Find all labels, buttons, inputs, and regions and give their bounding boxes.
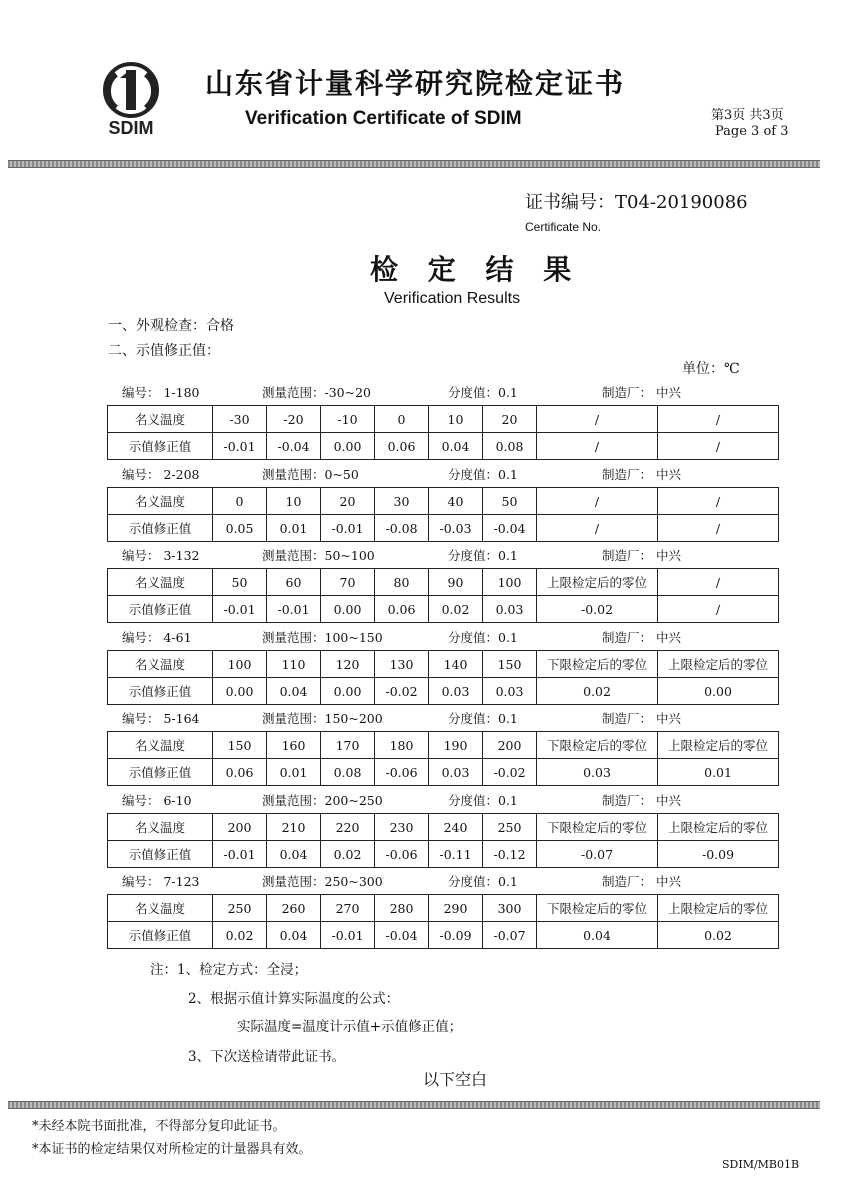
table-cell: 290 [429,895,483,922]
row-label: 示值修正值 [108,433,213,460]
table-cell: 10 [267,488,321,515]
table-cell: -0.11 [429,841,483,868]
group-number: 编号： 5-164 [122,711,200,726]
table-cell: 0.06 [375,433,429,460]
table-cell: 50 [483,488,537,515]
manufacturer: 制造厂： 中兴 [602,874,681,889]
table-cell: -0.01 [321,515,375,542]
table-cell: 110 [267,651,321,678]
table-cell: 20 [483,406,537,433]
table-cell: 120 [321,651,375,678]
table-cell: 0 [375,406,429,433]
zero-point-cell: / [658,488,779,515]
table-cell: 0.04 [429,433,483,460]
zero-point-cell: 0.00 [658,678,779,705]
row-label: 名义温度 [108,895,213,922]
table-cell: 20 [321,488,375,515]
correction-table [107,731,779,786]
zero-point-cell: -0.02 [537,596,658,623]
nominal-row [108,651,779,678]
zero-point-cell: -0.07 [537,841,658,868]
row-label: 示值修正值 [108,596,213,623]
table-cell: -10 [321,406,375,433]
table-cell: -0.04 [267,433,321,460]
blank-below-marker: 以下空白 [423,1070,488,1089]
zero-point-cell: 下限检定后的零位 [537,895,658,922]
nominal-row [108,406,779,433]
table-cell: 210 [267,814,321,841]
zero-point-cell: 上限检定后的零位 [537,569,658,596]
zero-point-cell: / [537,406,658,433]
correction-table [107,487,779,542]
row-label: 示值修正值 [108,515,213,542]
zero-point-cell: / [658,515,779,542]
division-value: 分度值：0.1 [448,385,518,400]
table-cell: -0.01 [213,433,267,460]
correction-row [108,678,779,705]
group-number: 编号： 4-61 [122,630,192,645]
table-cell: 170 [321,732,375,759]
correction-row [108,515,779,542]
table-cell: 180 [375,732,429,759]
manufacturer: 制造厂： 中兴 [602,630,681,645]
manufacturer: 制造厂： 中兴 [602,385,681,400]
correction-table [107,813,779,868]
table-cell: 300 [483,895,537,922]
note-next-verification: 3、下次送检请带此证书。 [188,1049,346,1065]
row-label: 示值修正值 [108,922,213,949]
table-cell: 250 [483,814,537,841]
note-formula: 实际温度=温度计示值+示值修正值； [237,1019,463,1035]
note-method: 注：1、检定方式：全浸； [150,962,308,978]
row-label: 示值修正值 [108,759,213,786]
page-indicator-cn: 第3页 共3页 [711,108,784,123]
nominal-row [108,569,779,596]
table-cell: 0.00 [321,596,375,623]
correction-table [107,650,779,705]
certificate-title-en: Verification Certificate of SDIM [245,108,522,129]
manufacturer: 制造厂： 中兴 [602,548,681,563]
nominal-row [108,814,779,841]
measure-range: 测量范围：150~200 [262,711,383,726]
unit-label: 单位：℃ [682,361,740,377]
table-cell: -20 [267,406,321,433]
zero-point-cell: 0.01 [658,759,779,786]
table-cell: 0.04 [267,922,321,949]
manufacturer: 制造厂： 中兴 [602,793,681,808]
division-value: 分度值：0.1 [448,467,518,482]
table-cell: 0.06 [213,759,267,786]
table-cell: 0.03 [483,678,537,705]
correction-row [108,759,779,786]
row-label: 名义温度 [108,814,213,841]
group-number: 编号： 7-123 [122,874,200,889]
certificate-number: 证书编号：T04-20190086 [525,192,748,213]
zero-point-cell: / [537,433,658,460]
table-cell: -0.08 [375,515,429,542]
table-cell: 260 [267,895,321,922]
table-cell: -0.02 [375,678,429,705]
header-divider [8,160,820,168]
zero-point-cell: / [658,596,779,623]
footer-validity-notice: *本证书的检定结果仅对所检定的计量器具有效。 [32,1142,312,1157]
table-cell: 0.03 [483,596,537,623]
manufacturer: 制造厂： 中兴 [602,467,681,482]
zero-point-cell: / [537,488,658,515]
table-cell: -0.06 [375,759,429,786]
group-info [122,791,802,809]
table-cell: -0.06 [375,841,429,868]
row-label: 名义温度 [108,569,213,596]
table-cell: -0.01 [321,922,375,949]
zero-point-cell: / [658,406,779,433]
table-cell: -30 [213,406,267,433]
measure-range: 测量范围：0~50 [262,467,359,482]
row-label: 示值修正值 [108,678,213,705]
table-cell: 90 [429,569,483,596]
footer-copy-notice: *未经本院书面批准，不得部分复印此证书。 [32,1119,286,1134]
zero-point-cell: 0.03 [537,759,658,786]
results-title-en: Verification Results [384,290,521,307]
group-number: 编号： 2-208 [122,467,200,482]
division-value: 分度值：0.1 [448,630,518,645]
table-cell: 200 [483,732,537,759]
table-cell: -0.03 [429,515,483,542]
correction-row [108,922,779,949]
correction-table [107,405,779,460]
correction-row [108,841,779,868]
table-cell: 0 [213,488,267,515]
table-cell: 0.08 [483,433,537,460]
table-cell: 50 [213,569,267,596]
division-value: 分度值：0.1 [448,874,518,889]
table-cell: -0.12 [483,841,537,868]
table-cell: 270 [321,895,375,922]
table-cell: -0.04 [375,922,429,949]
measure-range: 测量范围：200~250 [262,793,383,808]
page-indicator-en: Page 3 of 3 [715,124,789,139]
zero-point-cell: 下限检定后的零位 [537,814,658,841]
table-cell: -0.01 [213,841,267,868]
division-value: 分度值：0.1 [448,711,518,726]
table-cell: 160 [267,732,321,759]
correction-table [107,568,779,623]
note-formula-title: 2、根据示值计算实际温度的公式： [188,991,400,1007]
group-number: 编号： 6-10 [122,793,192,808]
table-cell: 230 [375,814,429,841]
table-cell: 0.00 [321,678,375,705]
table-cell: 0.02 [213,922,267,949]
table-cell: 70 [321,569,375,596]
table-cell: -0.01 [267,596,321,623]
group-info [122,709,802,727]
zero-point-cell: 上限检定后的零位 [658,814,779,841]
table-cell: 150 [483,651,537,678]
correction-row [108,433,779,460]
table-cell: 280 [375,895,429,922]
zero-point-cell: 上限检定后的零位 [658,651,779,678]
appearance-check: 一、外观检查：合格 [108,318,234,334]
correction-table [107,894,779,949]
group-info [122,546,802,564]
zero-point-cell: / [658,569,779,596]
group-info [122,465,802,483]
manufacturer: 制造厂： 中兴 [602,711,681,726]
table-cell: -0.01 [213,596,267,623]
results-title-cn: 检 定 结 果 [370,253,582,286]
table-cell: 0.06 [375,596,429,623]
certificate-number-label-en: Certificate No. [525,220,602,234]
row-label: 示值修正值 [108,841,213,868]
table-cell: 0.04 [267,841,321,868]
table-cell: 0.01 [267,759,321,786]
zero-point-cell: 上限检定后的零位 [658,732,779,759]
table-cell: 140 [429,651,483,678]
row-label: 名义温度 [108,732,213,759]
group-number: 编号： 1-180 [122,385,200,400]
group-info [122,383,802,401]
table-cell: 100 [483,569,537,596]
measure-range: 测量范围：-30~20 [262,385,372,400]
table-cell: -0.02 [483,759,537,786]
row-label: 名义温度 [108,651,213,678]
row-label: 名义温度 [108,406,213,433]
table-cell: 10 [429,406,483,433]
sdim-logo [96,62,166,138]
table-cell: 0.02 [321,841,375,868]
division-value: 分度值：0.1 [448,793,518,808]
table-cell: 40 [429,488,483,515]
table-cell: 0.00 [321,433,375,460]
table-cell: 30 [375,488,429,515]
zero-point-cell: -0.09 [658,841,779,868]
table-cell: 0.08 [321,759,375,786]
zero-point-cell: 0.02 [658,922,779,949]
table-cell: 80 [375,569,429,596]
measure-range: 测量范围：50~100 [262,548,375,563]
table-cell: 0.05 [213,515,267,542]
nominal-row [108,488,779,515]
table-cell: 200 [213,814,267,841]
footer-divider [8,1101,820,1109]
table-cell: 0.01 [267,515,321,542]
table-cell: 0.03 [429,678,483,705]
logo-text: SDIM [108,118,154,138]
nominal-row [108,895,779,922]
zero-point-cell: 下限检定后的零位 [537,732,658,759]
table-cell: -0.09 [429,922,483,949]
table-cell: 240 [429,814,483,841]
correction-section-title: 二、示值修正值： [108,343,220,359]
table-cell: 250 [213,895,267,922]
group-info [122,628,802,646]
correction-row [108,596,779,623]
zero-point-cell: 上限检定后的零位 [658,895,779,922]
zero-point-cell: / [658,433,779,460]
certificate-title-cn: 山东省计量科学研究院检定证书 [205,67,626,100]
measure-range: 测量范围：100~150 [262,630,383,645]
zero-point-cell: / [537,515,658,542]
form-code: SDIM/MB01B [722,1158,800,1171]
table-cell: 0.03 [429,759,483,786]
table-cell: 150 [213,732,267,759]
zero-point-cell: 0.04 [537,922,658,949]
table-cell: 0.02 [429,596,483,623]
table-cell: 220 [321,814,375,841]
table-cell: 130 [375,651,429,678]
table-cell: 190 [429,732,483,759]
table-cell: 0.00 [213,678,267,705]
group-info [122,872,802,890]
measure-range: 测量范围：250~300 [262,874,383,889]
zero-point-cell: 0.02 [537,678,658,705]
table-cell: 0.04 [267,678,321,705]
table-cell: 100 [213,651,267,678]
nominal-row [108,732,779,759]
table-cell: 60 [267,569,321,596]
group-number: 编号： 3-132 [122,548,200,563]
zero-point-cell: 下限检定后的零位 [537,651,658,678]
table-cell: -0.07 [483,922,537,949]
division-value: 分度值：0.1 [448,548,518,563]
row-label: 名义温度 [108,488,213,515]
table-cell: -0.04 [483,515,537,542]
